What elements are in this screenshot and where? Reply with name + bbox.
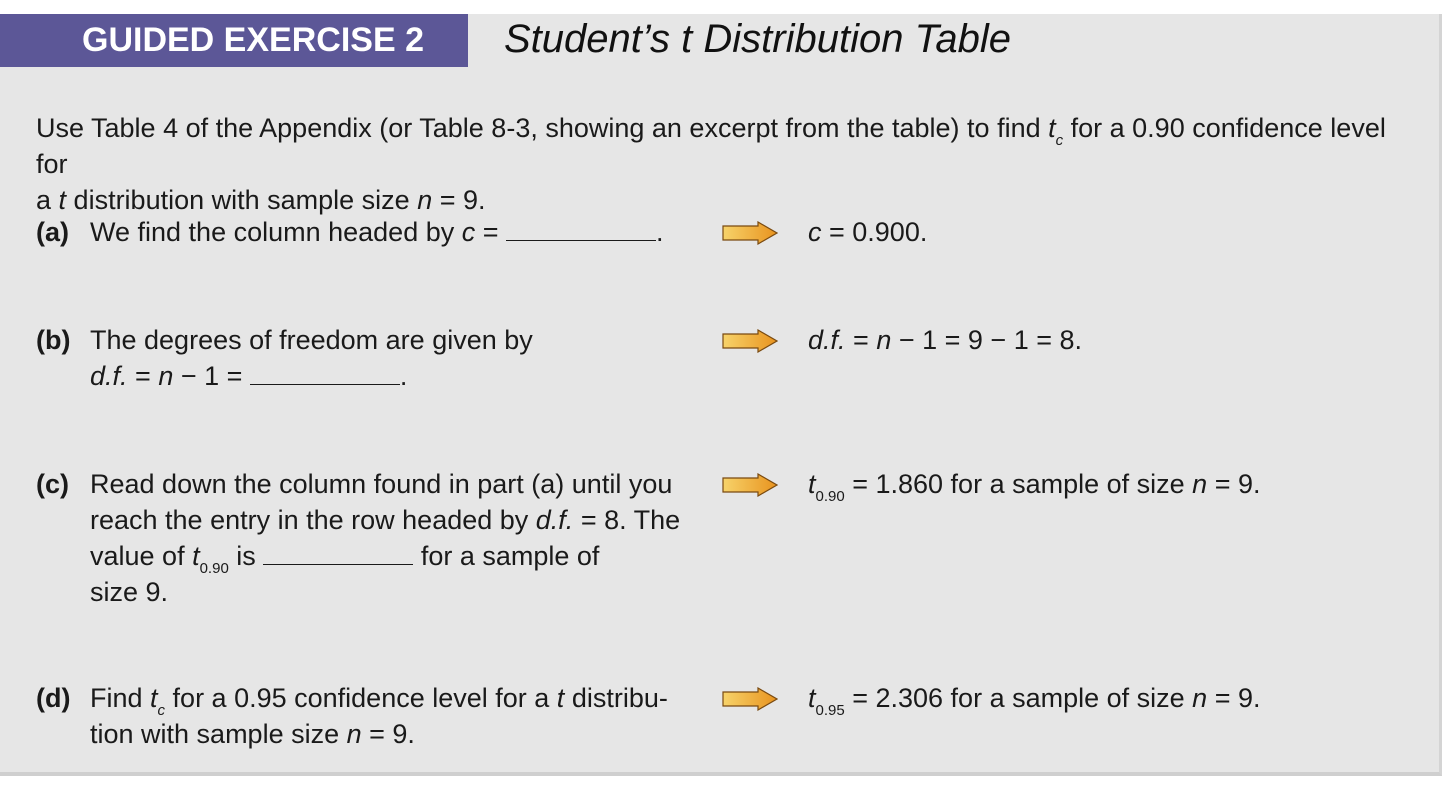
page-title: Student’s t Distribution Table [504, 17, 1011, 61]
answer-blank[interactable] [263, 540, 413, 565]
intro-paragraph: Use Table 4 of the Appendix (or Table 8-3, showing an excerpt from the table) to find $t_c$ for a 0.90 confidence level for a t distribution with sample size n = 9. [36, 113, 1386, 215]
answer-b: d.f. = n − 1 = 9 − 1 = 8. [808, 325, 1082, 355]
exercise-label: GUIDED EXERCISE 2 [0, 14, 468, 67]
part-label: (c) [36, 469, 69, 499]
answer-blank[interactable] [250, 360, 400, 385]
right-arrow-icon [722, 687, 778, 711]
right-arrow-icon [722, 329, 778, 353]
answer-a: c = 0.900. [808, 217, 928, 247]
part-question: We find the column headed by c = . [90, 217, 664, 247]
exercise-panel [0, 14, 1442, 776]
part-question: The degrees of freedom are given by d.f. = n − 1 = . [90, 325, 533, 391]
right-arrow-icon [722, 221, 778, 245]
answer-blank[interactable] [506, 216, 656, 241]
part-question: Find $t_c$ for a 0.95 confidence level for a t distribu- tion with sample size n = 9. [90, 683, 668, 749]
part-label: (a) [36, 217, 69, 247]
answer-d: $t_{0.95} = 2.306$ for a sample of size n = 9. [808, 683, 1261, 719]
part-label: (d) [36, 683, 71, 713]
answer-c: $t_{0.90} = 1.860$ for a sample of size n = 9. [808, 469, 1261, 505]
part-question: Read down the column found in part (a) until you reach the entry in the row headed by d.f. = 8. The value of $t_{0.90}$ is for a sample of size 9. [90, 469, 681, 607]
part-label: (b) [36, 325, 71, 355]
right-arrow-icon [722, 473, 778, 497]
